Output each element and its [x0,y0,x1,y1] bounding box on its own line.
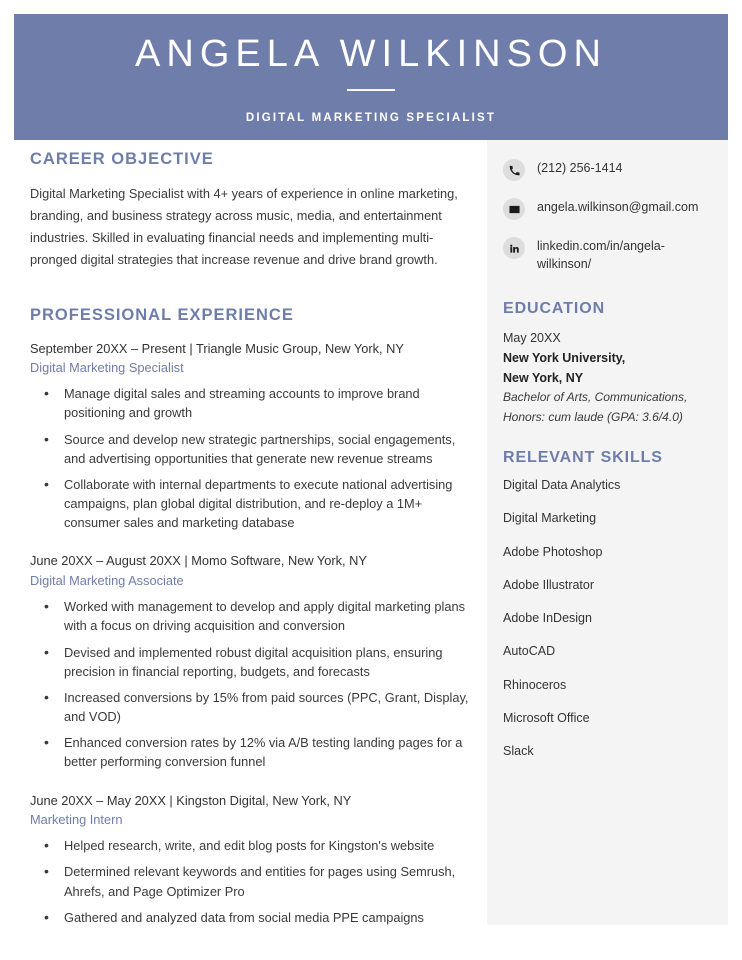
contact-item-linkedin [503,236,712,274]
skill-item: Rhinoceros [503,677,567,692]
phone-icon [503,159,525,181]
sidebar [487,140,728,925]
skill-item: Adobe Photoshop [503,544,603,559]
education-school-line-2: New York, NY [503,371,584,385]
education-detail-line-1: Bachelor of Arts, Communications, [503,390,688,405]
contact-list [503,158,712,274]
skill-item: Microsoft Office [503,710,590,725]
job-bullet: • Gathered and analyzed data from social media PPE campaigns [62,908,470,927]
contact-email-text[interactable]: angela.wilkinson@gmail.com [537,200,699,214]
contact-linkedin-text[interactable]: linkedin.com/in/angela-wilkinson/ [537,239,665,271]
contact-item-email [503,197,712,220]
job-meta: September 20XX – Present | Triangle Music Group, New York, NY [30,340,404,356]
experience-entry-1 [30,339,470,533]
skill-item: AutoCAD [503,644,556,659]
education-detail-line-2: Honors: cum laude (GPA: 3.6/4.0) [503,409,683,424]
skill-item: Adobe Illustrator [503,577,595,592]
experience-entry-3 [30,791,470,927]
skill-item: Digital Data Analytics [503,478,621,493]
job-bullets [30,597,470,772]
job-bullets [30,384,470,532]
resume-header [14,14,728,140]
job-bullet: • Helped research, write, and edit blog posts for Kingston's website [62,836,470,855]
header-divider [347,89,395,91]
email-icon [503,198,525,220]
job-bullet: • Enhanced conversion rates by 12% via A/B testing landing pages for a better performing conversion funnel [62,733,470,771]
skill-item: Adobe InDesign [503,611,592,626]
job-meta: June 20XX – May 20XX | Kingston Digital, New York, NY [30,792,352,808]
professional-experience-heading: PROFESSIONAL EXPERIENCE [30,305,294,324]
education-date: May 20XX [503,330,561,345]
job-role: Marketing Intern [30,812,123,828]
job-bullet: • Collaborate with internal departments to execute national advertising campaigns, plan global digital distribution, and re-deploy a 1M+ consumer sales and marketing database [62,475,470,533]
education-heading: EDUCATION [503,299,606,317]
skill-item: Digital Marketing [503,511,597,526]
contact-item-phone [503,158,712,181]
job-bullet: • Manage digital sales and streaming accounts to improve brand positioning and growth [62,384,470,422]
education-entry [503,328,712,428]
experience-entry-2 [30,551,470,771]
skill-item: Slack [503,744,534,759]
job-bullet: • Worked with management to develop and apply digital marketing plans with a focus on driving acquisition and conversion [62,597,470,635]
job-meta: June 20XX – August 20XX | Momo Software, New York, NY [30,553,367,569]
linkedin-icon [503,237,525,259]
job-bullet: • Devised and implemented robust digital acquisition plans, ensuring precision in financial reporting, budgets, and forecasts [62,643,470,681]
job-bullet: • Increased conversions by 15% from paid sources (PPC, Grant, Display, and VOD) [62,688,470,726]
job-bullet: • Source and develop new strategic partnerships, social engagements, and advertising opportunities that generate new revenue streams [62,430,470,468]
education-school-line-1: New York University, [503,350,626,365]
contact-phone-text[interactable]: (212) 256-1414 [537,161,623,175]
main-column [30,150,470,934]
career-objective-text: Digital Marketing Specialist with 4+ years of experience in online marketing, branding, and business strategy across music, media, and entertainment industries. Skilled in evaluating financial needs and implementing multi-pronged digital strategies that increase revenue and drive brand growth. [30,186,458,268]
skills-heading: RELEVANT SKILLS [503,449,663,467]
job-role: Digital Marketing Associate [30,573,184,589]
job-bullet: • Determined relevant keywords and entities for pages using Semrush, Ahrefs, and Page Optimizer Pro [62,862,470,900]
skills-list [503,477,712,759]
candidate-job-title: DIGITAL MARKETING SPECIALIST [245,111,497,124]
job-bullets [30,836,470,927]
candidate-name: ANGELA WILKINSON [135,33,607,75]
job-role: Digital Marketing Specialist [30,360,184,376]
career-objective-heading: CAREER OBJECTIVE [30,150,214,168]
